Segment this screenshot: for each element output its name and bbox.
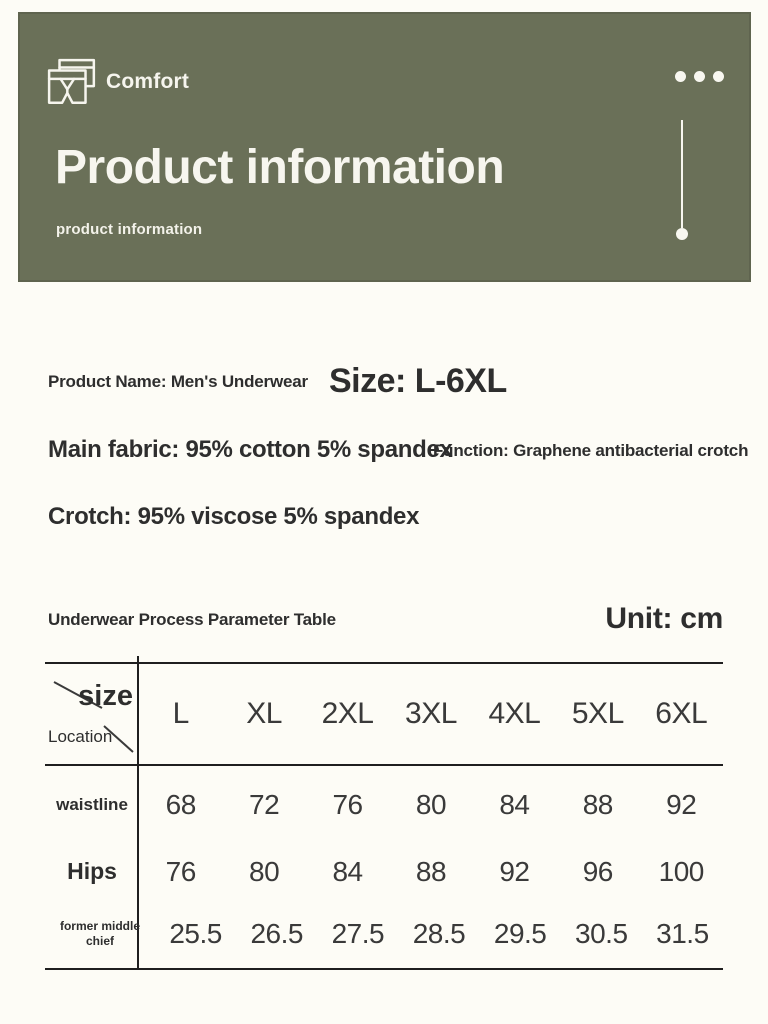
column-headers <box>139 664 723 764</box>
cell-value: 68 <box>165 788 196 820</box>
diagonal-divider <box>45 664 139 764</box>
cell-value: 80 <box>249 855 280 887</box>
underwear-boxers-icon <box>46 57 98 107</box>
cell-value: 96 <box>582 855 613 887</box>
table-row-waistline <box>45 766 723 843</box>
hero-banner <box>18 12 751 282</box>
page-title: Product information <box>55 141 505 194</box>
col-header-2XL: 2XL <box>321 697 374 730</box>
table-corner-cell <box>45 664 139 764</box>
cell-value: 92 <box>499 855 530 887</box>
col-header-L: L <box>172 697 189 730</box>
table-row-hips <box>45 843 723 900</box>
table-unit: Unit: cm <box>605 602 723 635</box>
row-label: Hips <box>67 858 117 885</box>
brand <box>46 57 189 107</box>
cell-value: 92 <box>666 788 697 820</box>
col-header-6XL: 6XL <box>655 697 708 730</box>
cell-value: 84 <box>332 855 363 887</box>
col-header-XL: XL <box>246 697 282 730</box>
table-header-row <box>45 664 723 766</box>
main-fabric-text: Main fabric: 95% cotton 5% spandex <box>48 436 453 463</box>
three-dots-icon <box>675 71 724 82</box>
table-body <box>45 766 723 968</box>
corner-location-label: Location <box>48 727 113 746</box>
cell-value: 26.5 <box>250 918 303 950</box>
cell-value: 76 <box>332 788 363 820</box>
cell-value: 25.5 <box>169 918 222 950</box>
crotch-fabric-text: Crotch: 95% viscose 5% spandex <box>48 503 420 530</box>
page-subtitle: product information <box>56 221 203 238</box>
row-label: former middle chief <box>59 918 140 949</box>
table-row-former-middle-chief <box>45 901 723 968</box>
decor-vertical-line <box>681 120 683 228</box>
brand-name: Comfort <box>106 70 190 93</box>
table-caption: Underwear Process Parameter Table <box>48 610 336 629</box>
cell-value: 29.5 <box>493 918 547 950</box>
row-label: waistline <box>56 794 128 814</box>
decor-line-dot <box>676 228 688 240</box>
cell-value: 84 <box>499 788 530 820</box>
function-text: Function: Graphene antibacterial crotch <box>433 441 749 460</box>
col-header-3XL: 3XL <box>405 697 457 730</box>
cell-value: 72 <box>249 788 280 820</box>
cell-value: 88 <box>582 788 613 820</box>
col-header-4XL: 4XL <box>488 697 541 730</box>
size-table <box>45 662 723 970</box>
product-name-text: Product Name: Men's Underwear <box>48 372 308 391</box>
cell-value: 31.5 <box>656 918 709 950</box>
cell-value: 28.5 <box>412 918 466 950</box>
cell-value: 27.5 <box>331 918 385 950</box>
cell-value: 30.5 <box>575 918 628 950</box>
corner-size-label: size <box>78 680 133 712</box>
cell-value: 100 <box>658 855 704 887</box>
col-header-5XL: 5XL <box>571 697 624 730</box>
size-range-text: Size: L-6XL <box>329 362 507 400</box>
cell-value: 88 <box>415 855 447 887</box>
cell-value: 80 <box>415 788 447 820</box>
cell-value: 76 <box>165 855 196 887</box>
